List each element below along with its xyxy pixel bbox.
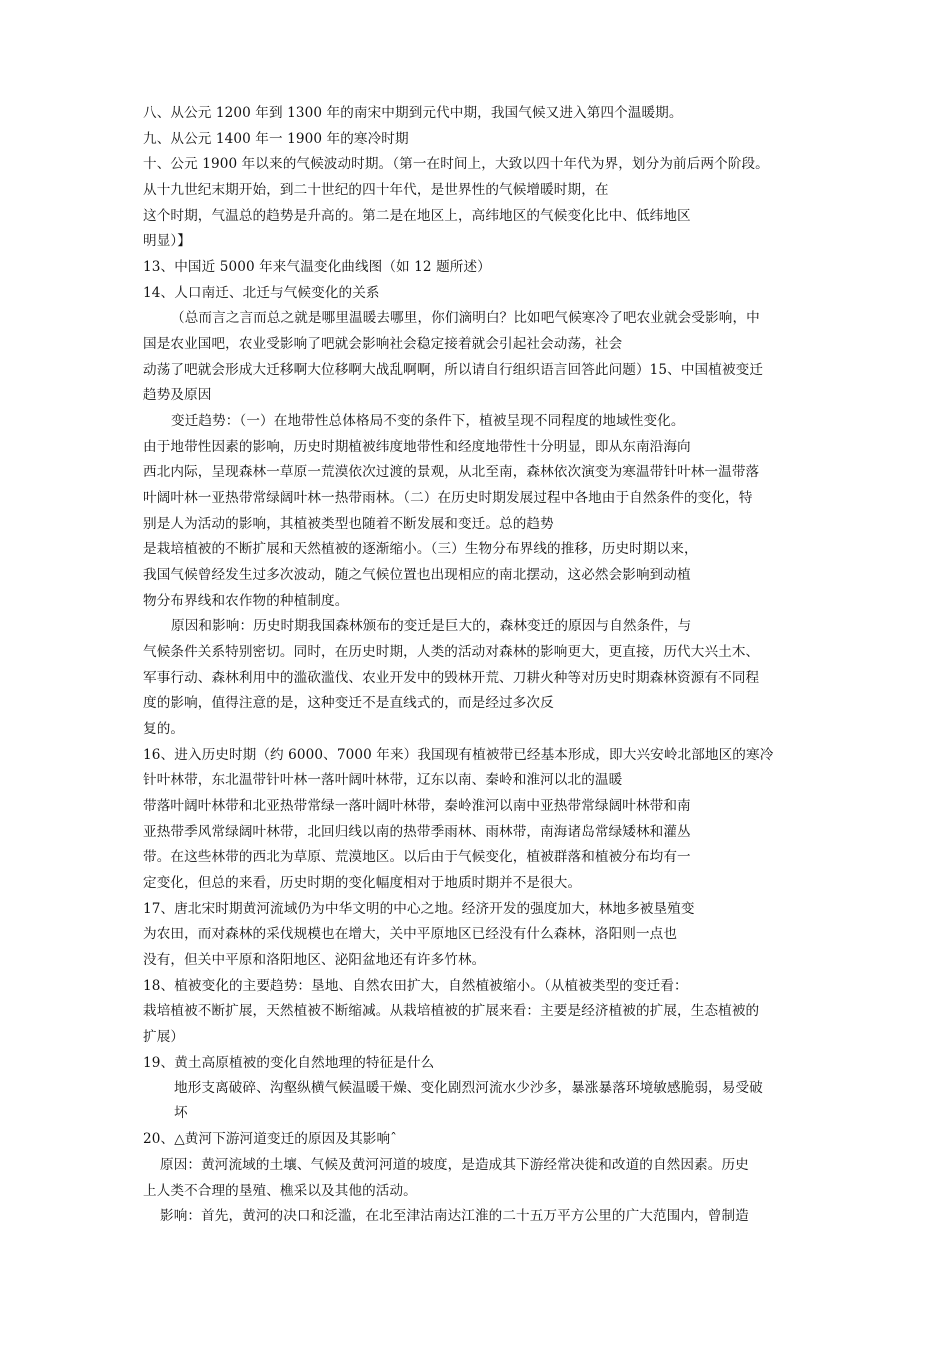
text-line: 这个时期，气温总的趋势是升高的。第二是在地区上，高纬地区的气候变化比中、低纬地区 <box>143 208 691 224</box>
text-line: 栽培植被不断扩展，天然植被不断缩减。从栽培植被的扩展来看：主要是经济植被的扩展，生态植被的 <box>143 1003 760 1019</box>
text-line: 是栽培植被的不断扩展和天然植被的逐渐缩小。（三）生物分布界线的推移，历史时期以来， <box>143 541 698 557</box>
text-line: 西北内际，呈现森林一草原一荒漠依次过渡的景观，从北至南，森林依次演变为寒温带针叶林一温带落 <box>143 464 760 480</box>
text-line: 坏 <box>174 1105 188 1121</box>
text-line: 军事行动、森林利用中的滥砍滥伐、农业开发中的毁林开荒、刀耕火种等对历史时期森林资源有不同程 <box>143 670 760 686</box>
text-line: 明显）】 <box>143 233 191 249</box>
text-line: 动荡了吧就会形成大迁移啊大位移啊大战乱啊啊，所以请自行组织语言回答此问题）15、中国植被变迁 <box>143 362 764 378</box>
text-line: 国是农业国吧，农业受影响了吧就会影响社会稳定接着就会引起社会动荡，社会 <box>143 336 623 352</box>
text-line: 针叶林带，东北温带针叶林一落叶阔叶林带，辽东以南、秦岭和淮河以北的温暖 <box>143 772 623 788</box>
text-line: 从十九世纪末期开始，到二十世纪的四十年代，是世界性的气候增暖时期，在 <box>143 182 609 198</box>
question-heading: 18、植被变化的主要趋势：垦地、自然农田扩大，自然植被缩小。（从植被类型的变迁看： <box>143 978 688 994</box>
text-line: 我国气候曾经发生过多次波动，随之气候位置也出现相应的南北摆动，这必然会影响到动植 <box>143 567 691 583</box>
text-line: 十、公元 1900 年以来的气候波动时期。（第一在时间上，大致以四十年代为界，划分为前后两个阶段。 <box>143 156 769 172</box>
text-line: 变迁趋势：（一）在地带性总体格局不变的条件下，植被呈现不同程度的地域性变化。 <box>171 413 685 429</box>
question-heading: 20、△黄河下游河道变迁的原因及其影响ˆ <box>143 1131 398 1147</box>
text-line: 叶阔叶林一亚热带常绿阔叶林一热带雨林。（二）在历史时期发展过程中各地由于自然条件的变化，特 <box>143 490 753 506</box>
question-heading: 13、中国近 5000 年来气温变化曲线图（如 12 题所述） <box>143 259 491 275</box>
text-line: 地形支离破碎、沟壑纵横气候温暖干燥、变化剧烈河流水少沙多，暴涨暴落环境敏感脆弱，易受破 <box>174 1080 763 1096</box>
question-heading: 14、人口南迁、北迁与气候变化的关系 <box>143 285 380 301</box>
text-line: （总而言之言而总之就是哪里温暖去哪里，你们滴明白？比如吧气候寒冷了吧农业就会受影响，中 <box>171 310 760 326</box>
text-line: 扩展） <box>143 1029 185 1045</box>
text-line: 定变化，但总的来看，历史时期的变化幅度相对于地质时期并不是很大。 <box>143 875 582 891</box>
text-line: 物分布界线和农作物的种植制度。 <box>143 593 349 609</box>
question-heading: 16、进入历史时期（约 6000、7000 年来）我国现有植被带已经基本形成，即大兴安岭北部地区的寒冷 <box>143 747 774 763</box>
text-line: 亚热带季风常绿阔叶林带，北回归线以南的热带季雨林、雨林带，南海诸岛常绿矮林和灌丛 <box>143 824 691 840</box>
text-line: 原因：黄河流域的土壤、气候及黄河河道的坡度，是造成其下游经常决徙和改道的自然因素。历史 <box>160 1157 749 1173</box>
text-line: 带落叶阔叶林带和北亚热带常绿一落叶阔叶林带，秦岭淮河以南中亚热带常绿阔叶林带和南 <box>143 798 691 814</box>
question-heading: 17、唐北宋时期黄河流域仍为中华文明的中心之地。经济开发的强度加大，林地多被垦殖变 <box>143 901 695 917</box>
text-line: 趋势及原因 <box>143 387 212 403</box>
text-line: 复的。 <box>143 721 185 737</box>
text-line: 气候条件关系特别密切。同时，在历史时期，人类的活动对森林的影响更大，更直接，历代大兴土木、 <box>143 644 760 660</box>
text-line: 别是人为活动的影响，其植被类型也随着不断发展和变迁。总的趋势 <box>143 516 554 532</box>
text-line: 九、从公元 1400 年一 1900 年的寒冷时期 <box>143 131 409 147</box>
text-line: 八、从公元 1200 年到 1300 年的南宋中期到元代中期，我国气候又进入第四个温暖期。 <box>143 105 683 121</box>
question-heading: 19、黄土高原植被的变化自然地理的特征是什么 <box>143 1055 435 1071</box>
text-line: 为农田，而对森林的采伐规模也在增大，关中平原地区已经没有什么森林，洛阳则一点也 <box>143 926 678 942</box>
text-line: 带。在这些林带的西北为草原、荒漠地区。以后由于气候变化，植被群落和植被分布均有一 <box>143 849 691 865</box>
text-line: 上人类不合理的垦殖、樵采以及其他的活动。 <box>143 1183 417 1199</box>
text-line: 影响：首先，黄河的决口和泛滥，在北至津沽南达江淮的二十五万平方公里的广大范围内，曾制造 <box>160 1208 749 1224</box>
text-line: 原因和影响：历史时期我国森林颁布的变迁是巨大的，森林变迁的原因与自然条件，与 <box>171 618 692 634</box>
text-line: 度的影响，值得注意的是，这种变迁不是直线式的，而是经过多次反 <box>143 695 554 711</box>
text-line: 由于地带性因素的影响，历史时期植被纬度地带性和经度地带性十分明显，即从东南沿海向 <box>143 439 691 455</box>
text-line: 没有，但关中平原和洛阳地区、泌阳盆地还有许多竹林。 <box>143 952 486 968</box>
